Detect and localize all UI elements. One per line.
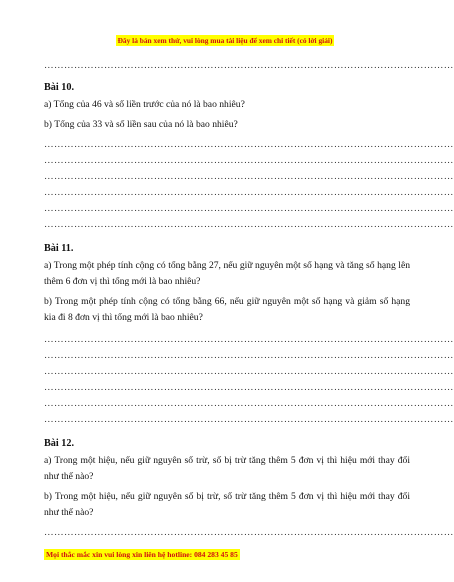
exercise-12-part-b: b) Trong một hiệu, nếu giữ nguyên số bị trừ, số trừ tăng thêm 5 đơn vị thì hiệu mới thay đổi như thế nào?: [44, 491, 410, 518]
answer-line: ……………………………………………………………………………………………………………: [44, 382, 454, 393]
answer-line: ……………………………………………………………………………………………………………: [44, 414, 454, 425]
worksheet-content: [44, 58, 454, 541]
hotline-banner-text: Mọi thắc mắc xin vui lòng xin liên hệ hotline: 084 283 45 85: [46, 550, 238, 559]
answer-line: ……………………………………………………………………………………………………………: [44, 398, 454, 409]
answer-line: ……………………………………………………………………………………………………………: [44, 203, 454, 214]
exercise-12-title: Bài 12.: [44, 438, 75, 449]
exercise-11-part-a: a) Trong một phép tính cộng có tổng bằng 27, nếu giữ nguyên một số hạng và tăng số hạng lên thêm 6 đơn vị thì tổng mới là bao nhiêu?: [44, 260, 410, 287]
exercise-11-part-b: b) Trong một phép tính cộng có tổng bằng 66, nếu giữ nguyên một số hạng và giảm số hạng kia đi 8 đơn vị thì tổng mới là bao nhiêu?: [44, 296, 410, 323]
answer-line: ……………………………………………………………………………………………………………: [44, 60, 454, 71]
exercise-10-title: Bài 10.: [44, 82, 75, 93]
answer-line: ……………………………………………………………………………………………………………: [44, 171, 454, 182]
preview-banner-text: Đây là bản xem thử, vui lòng mua tài liệu để xem chi tiết (có lời giải): [117, 36, 333, 45]
answer-line: ……………………………………………………………………………………………………………: [44, 334, 454, 345]
exercise-12-part-a: a) Trong một hiệu, nếu giữ nguyên số trừ, số bị trừ tăng thêm 5 đơn vị thì hiệu mới thay đổi như thế nào?: [44, 455, 410, 482]
answer-line: ……………………………………………………………………………………………………………: [44, 187, 454, 198]
answer-line: ……………………………………………………………………………………………………………: [44, 139, 454, 150]
hotline-banner: [44, 544, 240, 562]
answer-line: ……………………………………………………………………………………………………………: [44, 219, 454, 230]
answer-line: ……………………………………………………………………………………………………………: [44, 366, 454, 377]
answer-line: ……………………………………………………………………………………………………………: [44, 527, 454, 538]
answer-line: ……………………………………………………………………………………………………………: [44, 155, 454, 166]
preview-banner: [0, 30, 450, 48]
exercise-10-part-b: b) Tổng của 33 và số liền sau của nó là bao nhiêu?: [44, 119, 238, 130]
exercise-11-title: Bài 11.: [44, 243, 74, 254]
answer-line: ……………………………………………………………………………………………………………: [44, 350, 454, 361]
exercise-10-part-a: a) Tổng của 46 và số liền trước của nó là bao nhiêu?: [44, 99, 245, 110]
